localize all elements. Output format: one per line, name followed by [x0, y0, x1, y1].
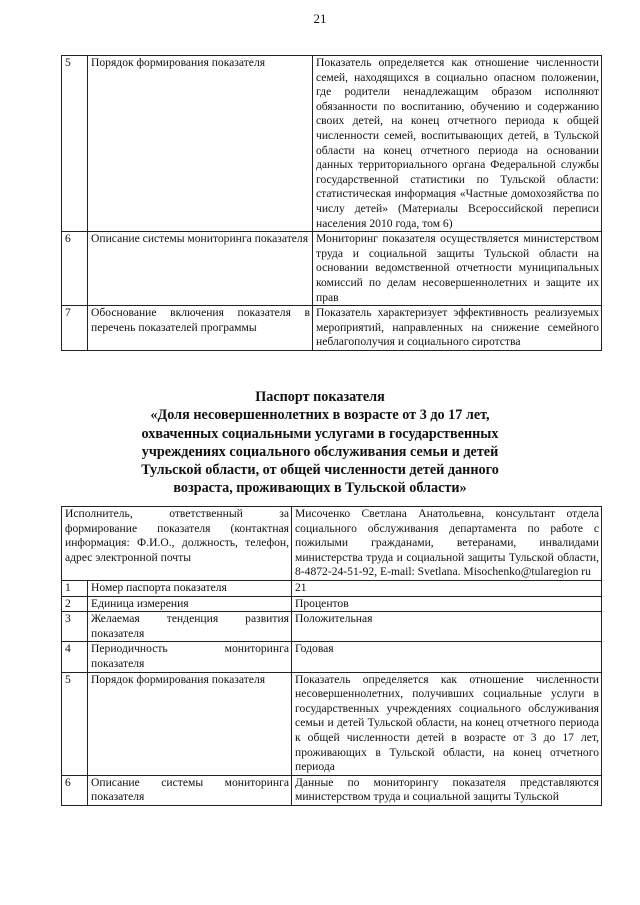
- passport-title-line: Тульской области, от общей численности детей данного: [141, 462, 499, 479]
- passport-title-line: учреждениях социального обслуживания семьи и детей: [141, 443, 499, 460]
- row-number: 1: [62, 580, 88, 596]
- row-number: 5: [62, 672, 88, 775]
- executor-value: Мисоченко Светлана Анатольевна, консультант отдела социального обслуживания департамента по работе с пожилыми гражданами, ветеранами, инвалидами министерства труда и социальной защиты Тульской области, 8-4872-24-51-92, E-mail: Svetlana. Misochenko@tularegion ru: [292, 507, 602, 581]
- row-value: Мониторинг показателя осуществляется министерством труда и социальной защиты Тульской области на основании ведомственной отчетности муниципальных комиссий по делам несовершеннолетних и защите их прав: [313, 232, 602, 306]
- row-number: 2: [62, 596, 88, 612]
- passport-title-line: возраста, проживающих в Тульской области»: [173, 480, 467, 497]
- row-label: Единица измерения: [88, 596, 292, 612]
- row-label: Номер паспорта показателя: [88, 580, 292, 596]
- page-number: 21: [313, 11, 327, 26]
- row-number: 3: [62, 612, 88, 642]
- row-value: Процентов: [292, 596, 602, 612]
- row-value: Показатель характеризует эффективность реализуемых мероприятий, направленных на снижение семейного неблагополучия и социального сиротства: [313, 306, 602, 351]
- table-row: [62, 596, 602, 612]
- table-row: [62, 672, 602, 775]
- row-value: Показатель определяется как отношение численности семей, находящихся в социально опасном положении, где родители ненадлежащим образом исполняют обязанности по воспитанию, обучению и содержанию своих детей, на конец отчетного периода к общей численности семей, воспитывающих детей, в Тульской области на конец отчетного периода на основании данных территориального органа Федеральной службы государственной статистики по Тульской области: статистическая информация «Частные домохозяйства по числу детей» (Материалы Всероссийской переписи населения 2010 года, том 6): [313, 56, 602, 232]
- executor-label: Исполнитель, ответственный за формирование показателя (контактная информация: Ф.И.О., должность, телефон, адрес электронной почты: [62, 507, 292, 581]
- row-value: Годовая: [292, 642, 602, 672]
- passport-title-line: Паспорт показателя: [255, 389, 385, 405]
- row-label: Порядок формирования показателя: [88, 672, 292, 775]
- row-label: Порядок формирования показателя: [88, 56, 313, 232]
- table-row: [62, 306, 602, 351]
- row-label: Периодичность мониторинга показателя: [88, 642, 292, 672]
- row-label: Описание системы мониторинга показателя: [88, 775, 292, 805]
- row-number: 7: [62, 306, 88, 351]
- table-row: [62, 612, 602, 642]
- table-row: [62, 775, 602, 805]
- row-number: 5: [62, 56, 88, 232]
- row-label: Обоснование включения показателя в перечень показателей программы: [88, 306, 313, 351]
- passport-title-line: «Доля несовершеннолетних в возрасте от 3 до 17 лет,: [150, 407, 490, 424]
- indicator-table-continued: [61, 55, 602, 351]
- executor-row: [62, 507, 602, 581]
- row-number: 4: [62, 642, 88, 672]
- row-value: 21: [292, 580, 602, 596]
- row-value: Показатель определяется как отношение численности несовершеннолетних, получивших социальные услуги в государственных учреждениях социального обслуживания семьи и детей Тульской области, на конец отчетного периода к общей численности детей в возрасте от 3 до 17 лет, проживающих в Тульской области, на конец отчетного периода: [292, 672, 602, 775]
- row-number: 6: [62, 775, 88, 805]
- table-row: [62, 56, 602, 232]
- table-row: [62, 232, 602, 306]
- row-label: Описание системы мониторинга показателя: [88, 232, 313, 306]
- passport-title: [100, 388, 540, 498]
- table-row: [62, 580, 602, 596]
- passport-title-line: охваченных социальными услугами в государственных: [141, 425, 499, 442]
- row-value: Положительная: [292, 612, 602, 642]
- row-label: Желаемая тенденция развития показателя: [88, 612, 292, 642]
- indicator-passport-table: [61, 506, 602, 806]
- row-value: Данные по мониторингу показателя представляются министерством труда и социальной защиты Тульской: [292, 775, 602, 805]
- table-row: [62, 642, 602, 672]
- row-number: 6: [62, 232, 88, 306]
